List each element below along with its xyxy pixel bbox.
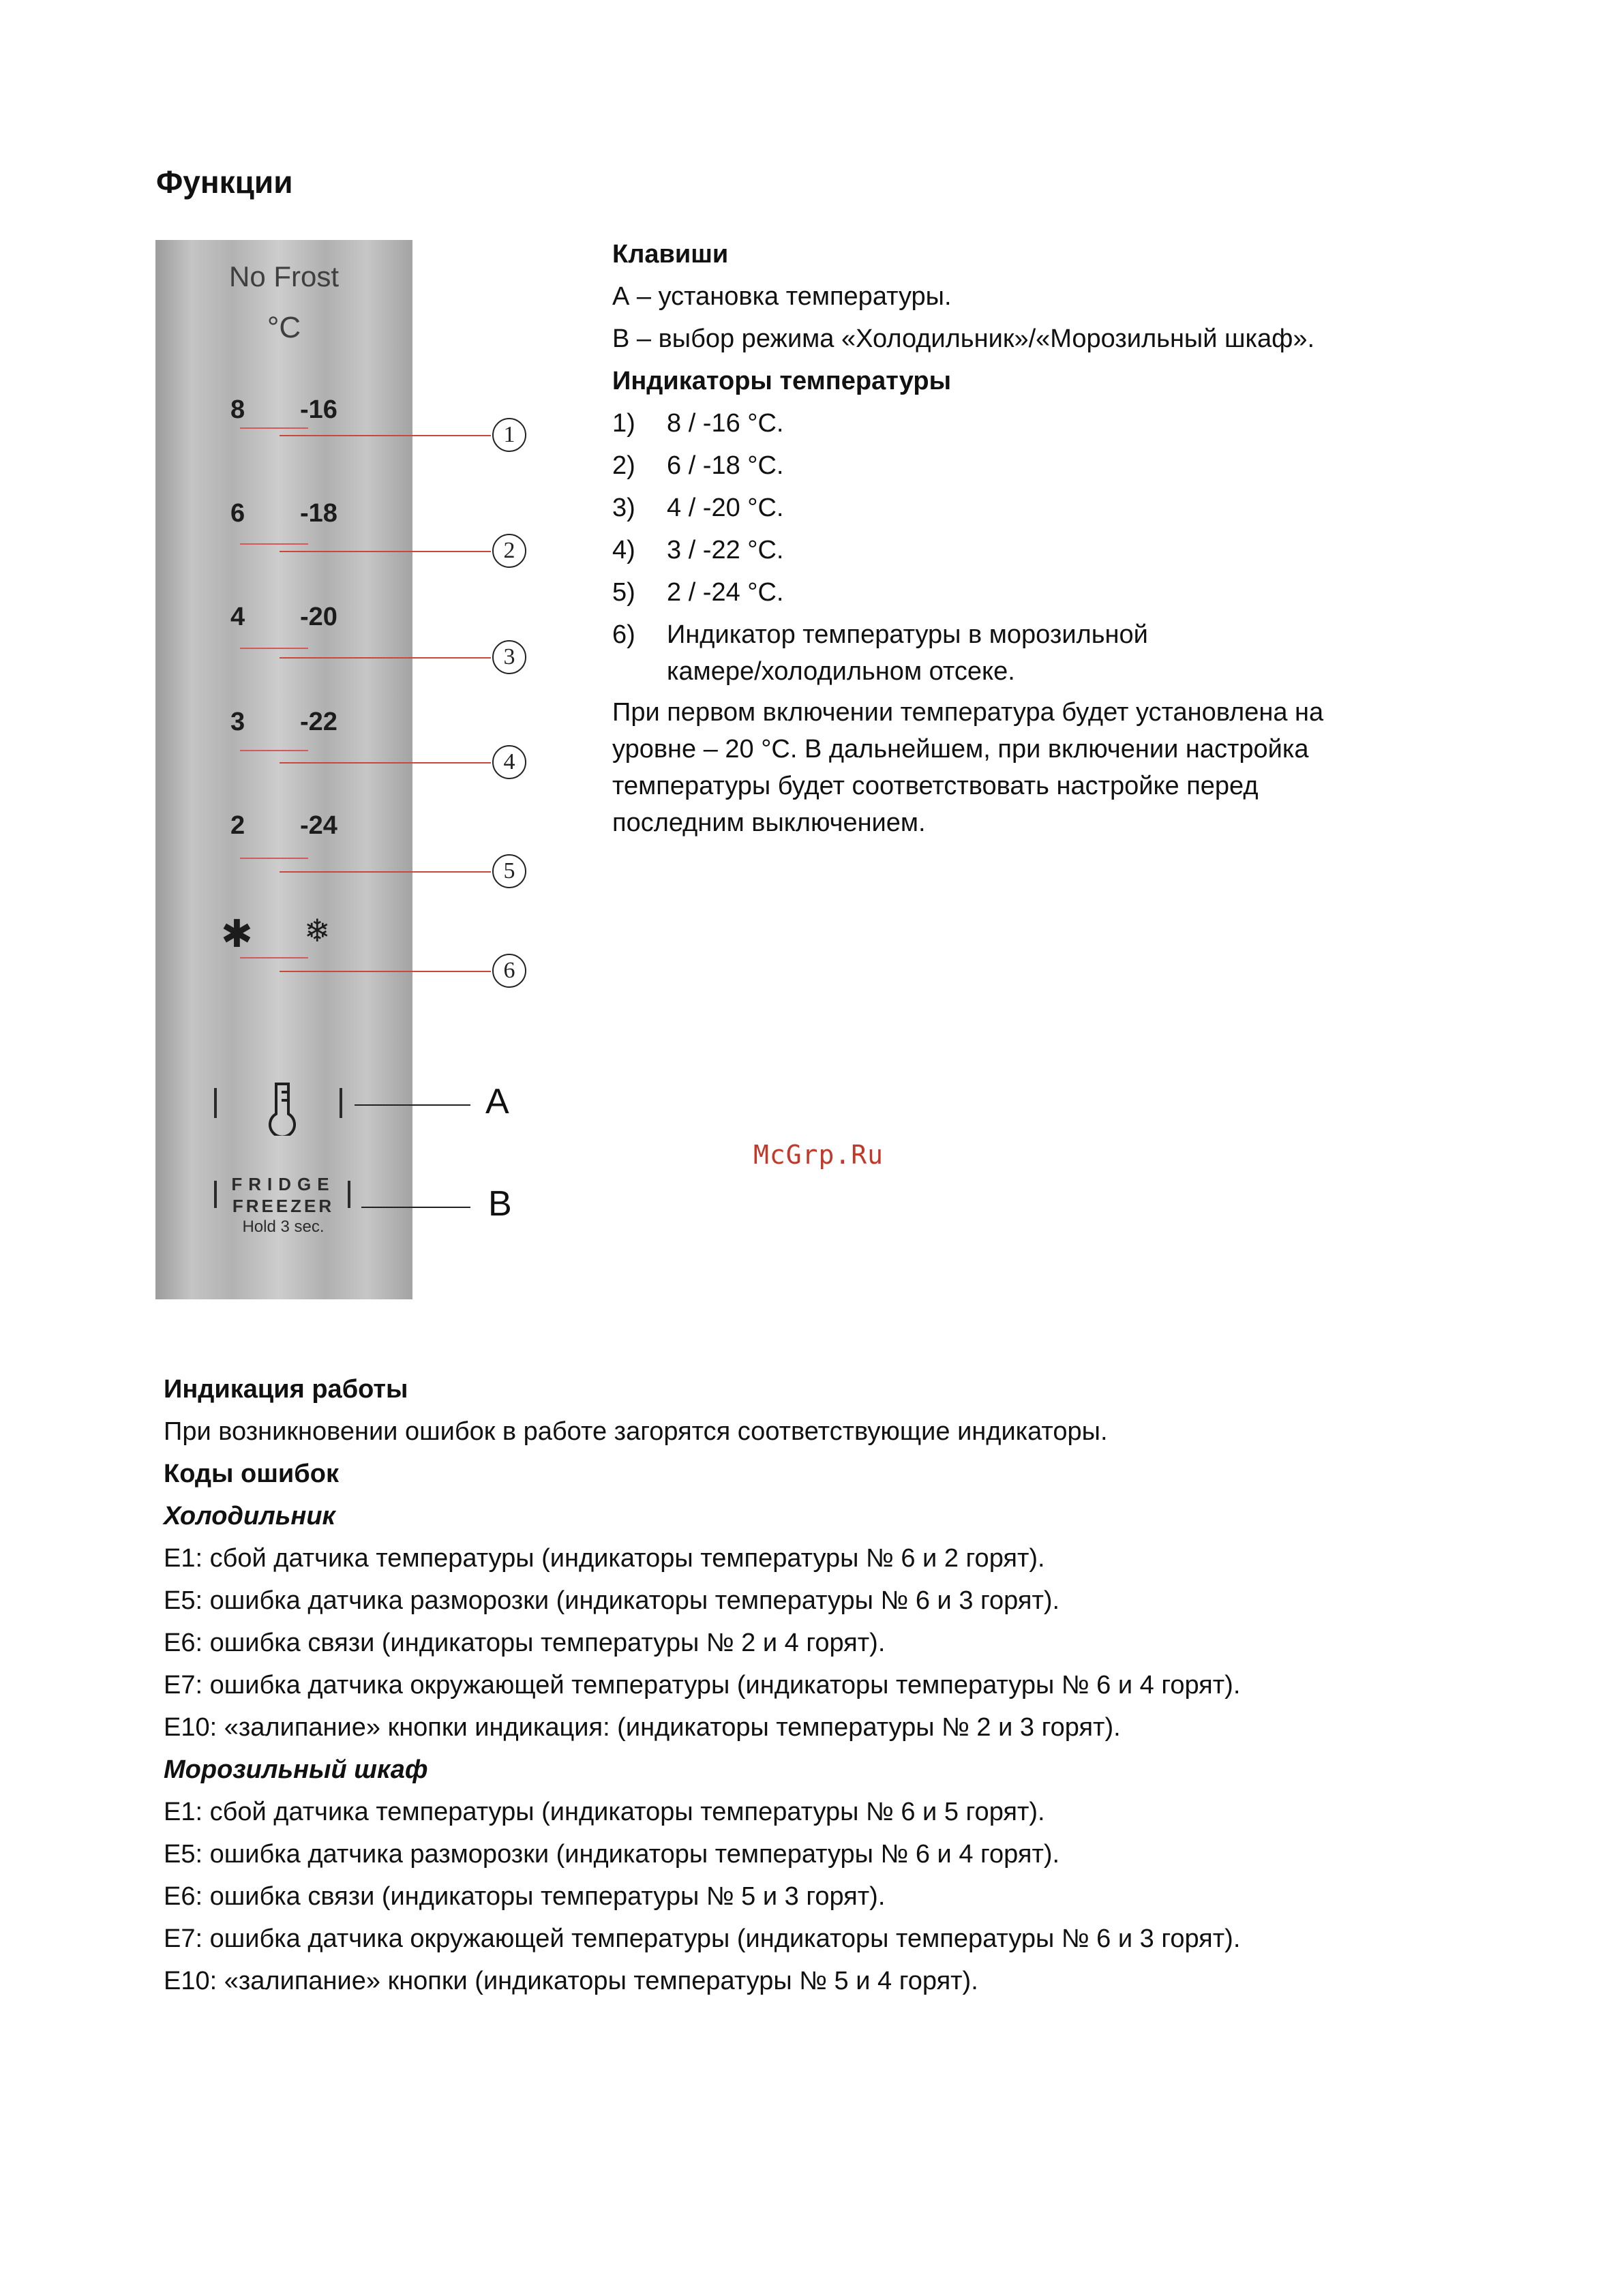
panel-brand: No Frost (228, 260, 340, 292)
freezer-temp-3: -20 (300, 603, 337, 631)
page-title: Функции (156, 164, 293, 200)
note-line-3: температуры будет соответствовать настройке перед (612, 772, 1259, 800)
list-number: 3) (612, 494, 635, 522)
callout-number-2: 2 (492, 534, 526, 568)
key-a-description: А – установка температуры. (612, 282, 952, 311)
error-item: E6: ошибка связи (индикаторы температуры № 2 и 4 горят). (164, 1629, 886, 1657)
callout-number-3: 3 (492, 640, 526, 674)
operation-text: При возникновении ошибок в работе загорятся соответствующие индикаторы. (164, 1417, 1108, 1446)
note-line-2: уровне – 20 °C. В дальнейшем, при включении настройка (612, 735, 1309, 764)
error-item: E5: ошибка датчика разморозки (индикаторы температуры № 6 и 4 горят). (164, 1840, 1060, 1869)
freezer-temp-1: -16 (300, 395, 337, 424)
error-item: E10: «залипание» кнопки (индикаторы температуры № 5 и 4 горят). (164, 1967, 978, 1995)
callout-number-5: 5 (492, 854, 526, 888)
callout-line-3 (280, 657, 491, 659)
error-item: E1: сбой датчика температуры (индикаторы температуры № 6 и 5 горят). (164, 1798, 1045, 1826)
error-item: E1: сбой датчика температуры (индикаторы температуры № 6 и 2 горят). (164, 1544, 1045, 1573)
callout-number-4: 4 (492, 745, 526, 779)
list-number: 6) (612, 620, 635, 649)
errors-heading: Коды ошибок (164, 1460, 339, 1488)
callout-line-b (361, 1207, 470, 1208)
list-item: 4 / -20 °C. (667, 494, 784, 522)
watermark: McGrp.Ru (753, 1140, 884, 1170)
indicator-led-4 (240, 750, 308, 751)
list-number: 1) (612, 409, 635, 438)
freezer-mode-icon: ❄ (304, 913, 331, 948)
button-a-left-mark (214, 1088, 217, 1118)
callout-line-1 (280, 435, 491, 436)
indicators-heading: Индикаторы температуры (612, 367, 952, 395)
keys-heading: Клавиши (612, 240, 729, 269)
callout-line-5 (280, 871, 491, 873)
error-item: E7: ошибка датчика окружающей температуры (индикаторы температуры № 6 и 4 горят). (164, 1671, 1241, 1700)
fridge-temp-4: 3 (230, 708, 245, 736)
fridge-temp-1: 8 (230, 395, 245, 424)
temperature-button[interactable] (263, 1080, 303, 1136)
indicator-led-6 (240, 957, 308, 958)
error-item: E5: ошибка датчика разморозки (индикаторы температуры № 6 и 3 горят). (164, 1586, 1060, 1615)
freezer-mode-label[interactable]: FREEZER (232, 1196, 335, 1216)
callout-line-2 (280, 551, 491, 552)
error-item: E6: ошибка связи (индикаторы температуры № 5 и 3 горят). (164, 1882, 886, 1911)
indicator-led-5 (240, 858, 308, 859)
freezer-temp-2: -18 (300, 499, 337, 528)
callout-line-a (355, 1104, 470, 1106)
list-item: 8 / -16 °C. (667, 409, 784, 438)
list-item: 2 / -24 °C. (667, 578, 784, 607)
callout-number-1: 1 (492, 418, 526, 452)
error-item: E7: ошибка датчика окружающей температуры (индикаторы температуры № 6 и 3 горят). (164, 1924, 1241, 1953)
indicator-led-3 (240, 648, 308, 649)
freezer-temp-5: -24 (300, 811, 337, 840)
list-number: 4) (612, 536, 635, 564)
list-item: 3 / -22 °C. (667, 536, 784, 564)
fridge-temp-5: 2 (230, 811, 245, 840)
list-item: Индикатор температуры в морозильной (667, 620, 1148, 649)
list-number: 5) (612, 578, 635, 607)
note-line-4: последним выключением. (612, 809, 926, 837)
callout-line-4 (280, 762, 491, 764)
callout-number-6: 6 (492, 954, 526, 988)
fridge-mode-icon: ✱ (221, 912, 253, 955)
button-b-right-mark (348, 1181, 350, 1208)
button-a-right-mark (340, 1088, 342, 1118)
key-b-description: В – выбор режима «Холодильник»/«Морозильный шкаф». (612, 324, 1315, 353)
freezer-errors-title: Морозильный шкаф (164, 1755, 428, 1784)
error-item: E10: «залипание» кнопки индикация: (индикаторы температуры № 2 и 3 горят). (164, 1713, 1121, 1742)
freezer-temp-4: -22 (300, 708, 337, 736)
fridge-mode-label[interactable]: FRIDGE (231, 1174, 335, 1194)
list-item-continued: камере/холодильном отсеке. (667, 657, 1015, 686)
control-panel-illustration (155, 240, 412, 1299)
fridge-temp-3: 4 (230, 603, 245, 631)
callout-letter-b: B (488, 1184, 512, 1224)
fridge-errors-title: Холодильник (164, 1502, 335, 1530)
list-item: 6 / -18 °C. (667, 451, 784, 480)
callout-letter-a: A (485, 1082, 509, 1121)
indicator-led-2 (240, 543, 308, 545)
note-line-1: При первом включении температура будет установлена на (612, 698, 1324, 727)
indicator-led-1 (240, 427, 308, 429)
panel-unit: °C (267, 311, 301, 344)
fridge-temp-2: 6 (230, 499, 245, 528)
list-number: 2) (612, 451, 635, 480)
hold-hint: Hold 3 sec. (242, 1218, 325, 1236)
callout-line-6 (280, 971, 491, 972)
operation-heading: Индикация работы (164, 1375, 408, 1404)
thermometer-icon (263, 1080, 303, 1136)
